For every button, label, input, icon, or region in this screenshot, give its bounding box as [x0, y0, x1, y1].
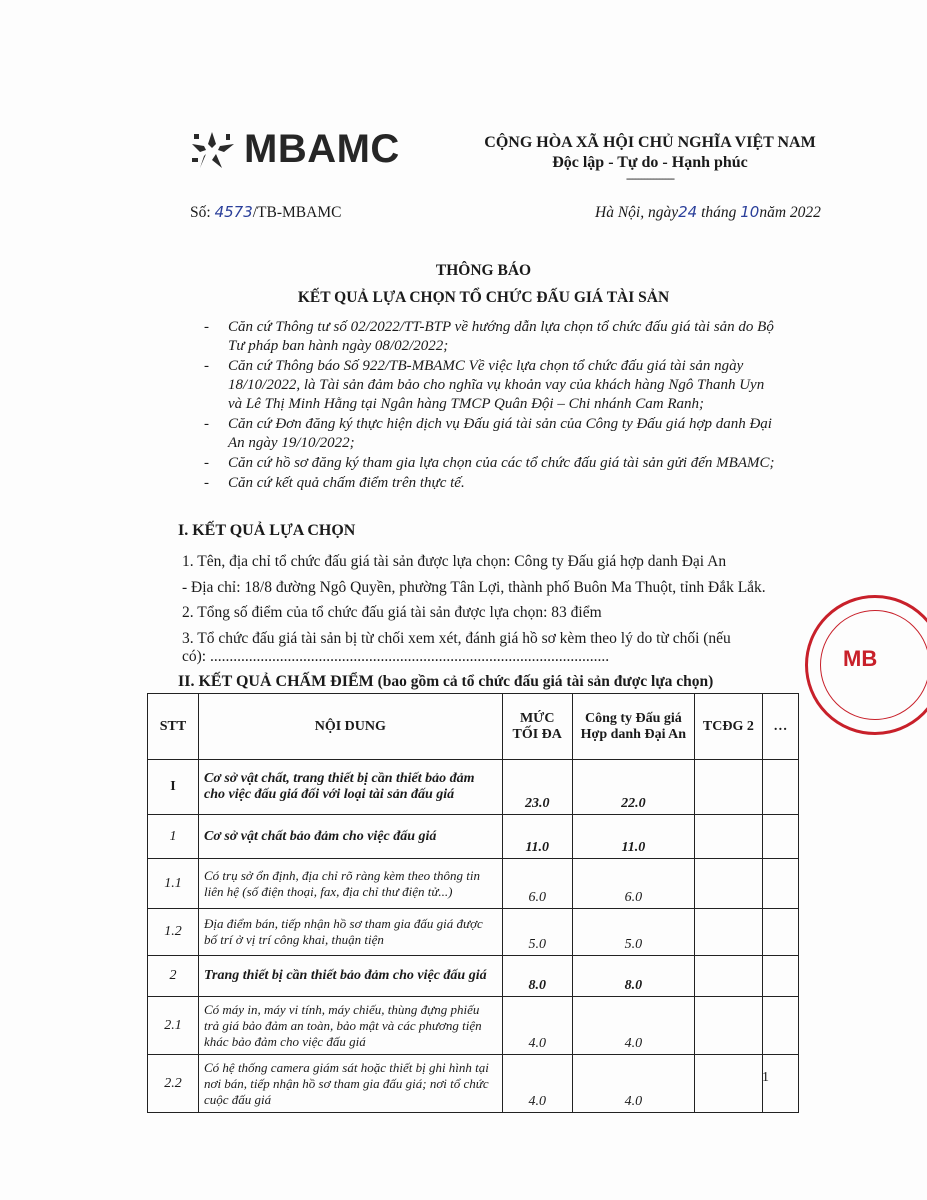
company-seal: [805, 595, 927, 735]
cell-tcdg2: [694, 909, 762, 956]
cell-stt: 2: [148, 956, 199, 997]
table-header-row: [148, 694, 799, 760]
country-name: CỘNG HÒA XÃ HỘI CHỦ NGHĨA VIỆT NAM: [484, 134, 816, 151]
cell-stt: 2.1: [148, 997, 199, 1055]
cell-content: Có hệ thống camera giám sát hoặc thiết bị ghi hình tại nơi bán, tiếp nhận hồ sơ tham gia đấu giá; nơi tổ chức cuộc đấu giá: [199, 1055, 503, 1113]
cell-stt: I: [148, 760, 199, 815]
section1-heading: I. KẾT QUẢ LỰA CHỌN: [178, 522, 356, 539]
cell-score: 4.0: [572, 1055, 694, 1113]
legal-basis-item: - Căn cứ kết quả chấm điểm trên thực tế.: [200, 474, 775, 493]
cell-score: 6.0: [572, 859, 694, 909]
header-more: …: [762, 694, 798, 760]
section1-line-1: 1. Tên, địa chỉ tổ chức đấu giá tài sản được lựa chọn: Công ty Đấu giá hợp danh Đại An: [182, 553, 727, 570]
notice-subtitle: KẾT QUẢ LỰA CHỌN TỔ CHỨC ĐẤU GIÁ TÀI SẢN: [297, 289, 670, 306]
cell-stt: 2.2: [148, 1055, 199, 1113]
section2-heading: II. KẾT QUẢ CHẤM ĐIỂM: [178, 673, 374, 690]
cell-content: Trang thiết bị cần thiết bảo đảm cho việc đấu giá: [199, 956, 503, 997]
section1-line-3: 2. Tổng số điểm của tổ chức đấu giá tài sản được lựa chọn: 83 điểm: [182, 604, 602, 621]
date-day: 24: [678, 203, 698, 221]
table-row: [148, 1055, 799, 1113]
doc-no-label: Số:: [190, 204, 211, 221]
section2-heading-wrap: [178, 673, 713, 691]
header-tcdg2: TCĐG 2: [694, 694, 762, 760]
score-table: [147, 693, 799, 1113]
section1-line-4a: 3. Tổ chức đấu giá tài sản bị từ chối xem xét, đánh giá hồ sơ kèm theo lý do từ chối (nếu: [182, 630, 731, 647]
table-row: [148, 815, 799, 859]
cell-score: 11.0: [572, 815, 694, 859]
cell-more: [762, 909, 798, 956]
table-row: [148, 859, 799, 909]
cell-score: 5.0: [572, 909, 694, 956]
cell-more: [762, 956, 798, 997]
date-suffix: năm 2022: [759, 204, 821, 221]
cell-score: 22.0: [572, 760, 694, 815]
date-month: 10: [740, 203, 760, 221]
cell-tcdg2: [694, 956, 762, 997]
doc-no-handwritten: 4573: [214, 203, 253, 221]
table-row: [148, 760, 799, 815]
cell-content: Có trụ sở ổn định, địa chỉ rõ ràng kèm theo thông tin liên hệ (số điện thoại, fax, địa chỉ thư điện tử...): [199, 859, 503, 909]
cell-score: 8.0: [572, 956, 694, 997]
section1-line-4b: có): .......................................................................................................: [182, 648, 610, 665]
cell-tcdg2: [694, 760, 762, 815]
document-number: [190, 203, 341, 222]
cell-content: Địa điểm bán, tiếp nhận hồ sơ tham gia đấu giá được bố trí ở vị trí công khai, thuận tiện: [199, 909, 503, 956]
cell-more: [762, 997, 798, 1055]
legal-basis-item: - Căn cứ Thông tư số 02/2022/TT-BTP về hướng dẫn lựa chọn tổ chức đấu giá tài sản do Bộ Tư pháp ban hành ngày 08/02/2022;: [200, 318, 775, 356]
cell-max: 11.0: [502, 815, 572, 859]
cell-max: 8.0: [502, 956, 572, 997]
date-prefix: Hà Nội, ngày: [595, 204, 679, 221]
cell-stt: 1.2: [148, 909, 199, 956]
doc-no-suffix: /TB-MBAMC: [252, 204, 342, 221]
legal-basis-item: - Căn cứ Đơn đăng ký thực hiện dịch vụ Đấu giá tài sản của Công ty Đấu giá hợp danh Đại An ngày 19/10/2022;: [200, 415, 775, 453]
cell-tcdg2: [694, 859, 762, 909]
date-mid: tháng: [701, 204, 737, 221]
cell-more: [762, 859, 798, 909]
mbamc-star-icon: [190, 130, 236, 170]
section2-note: (bao gồm cả tổ chức đấu giá tài sản được lựa chọn): [377, 673, 714, 690]
company-logo: [190, 127, 400, 172]
legal-basis-item: - Căn cứ Thông báo Số 922/TB-MBAMC Về việc lựa chọn tổ chức đấu giá tài sản ngày 18/10/2022, là Tài sản đảm bảo cho nghĩa vụ khoản vay của khách hàng Ngô Thanh Uyn và Lê Thị Minh Hằng tại Ngân hàng TMCP Quân Đội – Chi nhánh Cam Ranh;: [200, 357, 775, 414]
cell-score: 4.0: [572, 997, 694, 1055]
legal-bases-list: [200, 318, 775, 494]
legal-basis-item: - Căn cứ hồ sơ đăng ký tham gia lựa chọn của các tổ chức đấu giá tài sản gửi đến MBAMC;: [200, 454, 775, 473]
document-date: [595, 203, 821, 222]
cell-max: 6.0: [502, 859, 572, 909]
cell-max: 5.0: [502, 909, 572, 956]
cell-content: Cơ sở vật chất, trang thiết bị cần thiết bảo đảm cho việc đấu giá đối với loại tài sản đấu giá: [199, 760, 503, 815]
header-stt: STT: [148, 694, 199, 760]
table-row: [148, 909, 799, 956]
page-number: 1: [762, 1070, 769, 1085]
seal-mark: MB: [843, 646, 878, 671]
table-row: [148, 956, 799, 997]
cell-tcdg2: [694, 997, 762, 1055]
cell-max: 4.0: [502, 1055, 572, 1113]
cell-max: 23.0: [502, 760, 572, 815]
motto: Độc lập - Tự do - Hạnh phúc: [552, 154, 748, 171]
cell-stt: 1: [148, 815, 199, 859]
cell-more: [762, 815, 798, 859]
table-row: [148, 997, 799, 1055]
cell-tcdg2: [694, 1055, 762, 1113]
cell-content: Cơ sở vật chất bảo đảm cho việc đấu giá: [199, 815, 503, 859]
national-header: [470, 133, 830, 183]
header-company: Công ty Đấu giá Hợp danh Đại An: [572, 694, 694, 760]
section1-line-2: - Địa chỉ: 18/8 đường Ngô Quyền, phường Tân Lợi, thành phố Buôn Ma Thuột, tỉnh Đắk Lắk.: [182, 579, 766, 596]
cell-tcdg2: [694, 815, 762, 859]
header-max: MỨC TỐI ĐA: [502, 694, 572, 760]
cell-max: 4.0: [502, 997, 572, 1055]
logo-text: MBAMC: [244, 127, 400, 171]
header-content: NỘI DUNG: [199, 694, 503, 760]
cell-stt: 1.1: [148, 859, 199, 909]
notice-title: THÔNG BÁO: [435, 262, 532, 279]
cell-content: Có máy in, máy vi tính, máy chiếu, thùng đựng phiếu trả giá bảo đảm an toàn, bảo mật và các phương tiện khác bảo đảm cho việc đấu giá: [199, 997, 503, 1055]
cell-more: [762, 760, 798, 815]
motto-separator: ----------------: [626, 171, 674, 185]
